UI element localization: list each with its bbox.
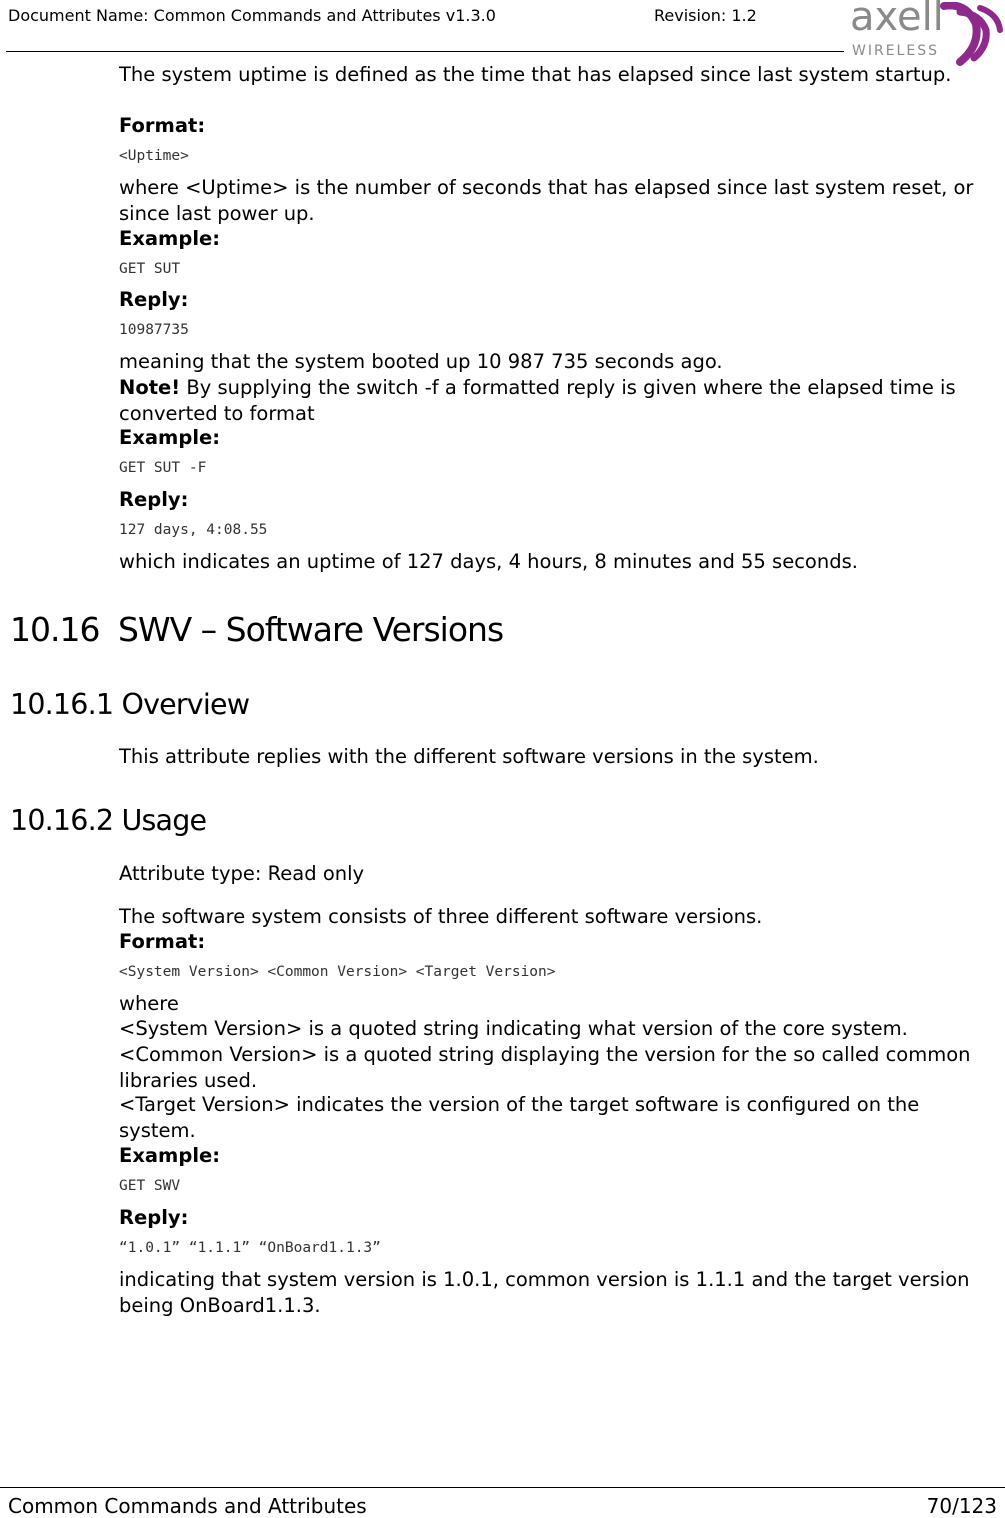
code-line: “1.0.1” “1.1.1” “OnBoard1.1.3” — [119, 1240, 381, 1256]
code-line: 10987735 — [119, 322, 189, 338]
paragraph: <Target Version> indicates the version of the target software is configured on the system. — [119, 1093, 920, 1142]
paragraph: <Common Version> is a quoted string displaying the version for the so called common libraries used. — [119, 1043, 971, 1092]
section-title: SWV – Software Versions — [118, 610, 504, 649]
footer-title: Common Commands and Attributes — [8, 1494, 367, 1518]
revision: Revision: 1.2 — [654, 6, 757, 25]
example-label: Example: — [119, 1144, 221, 1167]
paragraph: where <Uptime> is the number of seconds that has elapsed since last system reset, or since last power up. — [119, 176, 974, 225]
code-line: 127 days, 4:08.55 — [119, 522, 268, 538]
example-label: Example: — [119, 426, 221, 449]
page-header — [0, 0, 1005, 59]
code-line: <System Version> <Common Version> <Target Version> — [119, 964, 556, 980]
note-paragraph — [119, 375, 999, 426]
logo-text: axell — [850, 0, 944, 40]
reply-label: Reply: — [119, 288, 189, 311]
paragraph: meaning that the system booted up 10 987 735 seconds ago. — [119, 350, 723, 373]
format-label: Format: — [119, 930, 206, 953]
code-line: <Uptime> — [119, 148, 189, 164]
paragraph: The software system consists of three different software versions. — [119, 905, 763, 928]
paragraph: The system uptime is defined as the time that has elapsed since last system startup. — [119, 63, 952, 86]
paragraph: where — [119, 992, 179, 1015]
page-number: 70/123 — [926, 1494, 997, 1518]
code-line: GET SUT -F — [119, 460, 207, 476]
logo-mark-icon — [936, 2, 1004, 66]
code-line: GET SUT — [119, 261, 181, 277]
reply-label: Reply: — [119, 1206, 189, 1229]
paragraph: indicating that system version is 1.0.1, common version is 1.1.1 and the target version being OnBoard1.1.3. — [119, 1268, 970, 1317]
subsection-heading-usage: 10.16.2 Usage — [10, 804, 207, 837]
paragraph: This attribute replies with the different software versions in the system. — [119, 745, 819, 768]
paragraph: <System Version> is a quoted string indicating what version of the core system. — [119, 1017, 908, 1040]
header-divider — [6, 51, 844, 52]
section-number: 10.16 — [10, 610, 100, 649]
example-label: Example: — [119, 227, 221, 250]
document-name: Document Name: Common Commands and Attributes v1.3.0 — [8, 6, 496, 25]
note-label: Note! — [119, 376, 181, 399]
format-label: Format: — [119, 114, 206, 137]
logo-subtext: WIRELESS — [852, 43, 939, 59]
code-line: GET SWV — [119, 1178, 181, 1194]
section-heading — [10, 610, 503, 649]
paragraph: which indicates an uptime of 127 days, 4 hours, 8 minutes and 55 seconds. — [119, 550, 858, 573]
subsection-heading-overview: 10.16.1 Overview — [10, 688, 250, 721]
note-text: By supplying the switch -f a formatted reply is given where the elapsed time is converted to format — [119, 376, 956, 425]
axell-wireless-logo — [848, 0, 1005, 64]
paragraph: Attribute type: Read only — [119, 862, 365, 885]
reply-label: Reply: — [119, 488, 189, 511]
footer-divider — [0, 1487, 1005, 1488]
